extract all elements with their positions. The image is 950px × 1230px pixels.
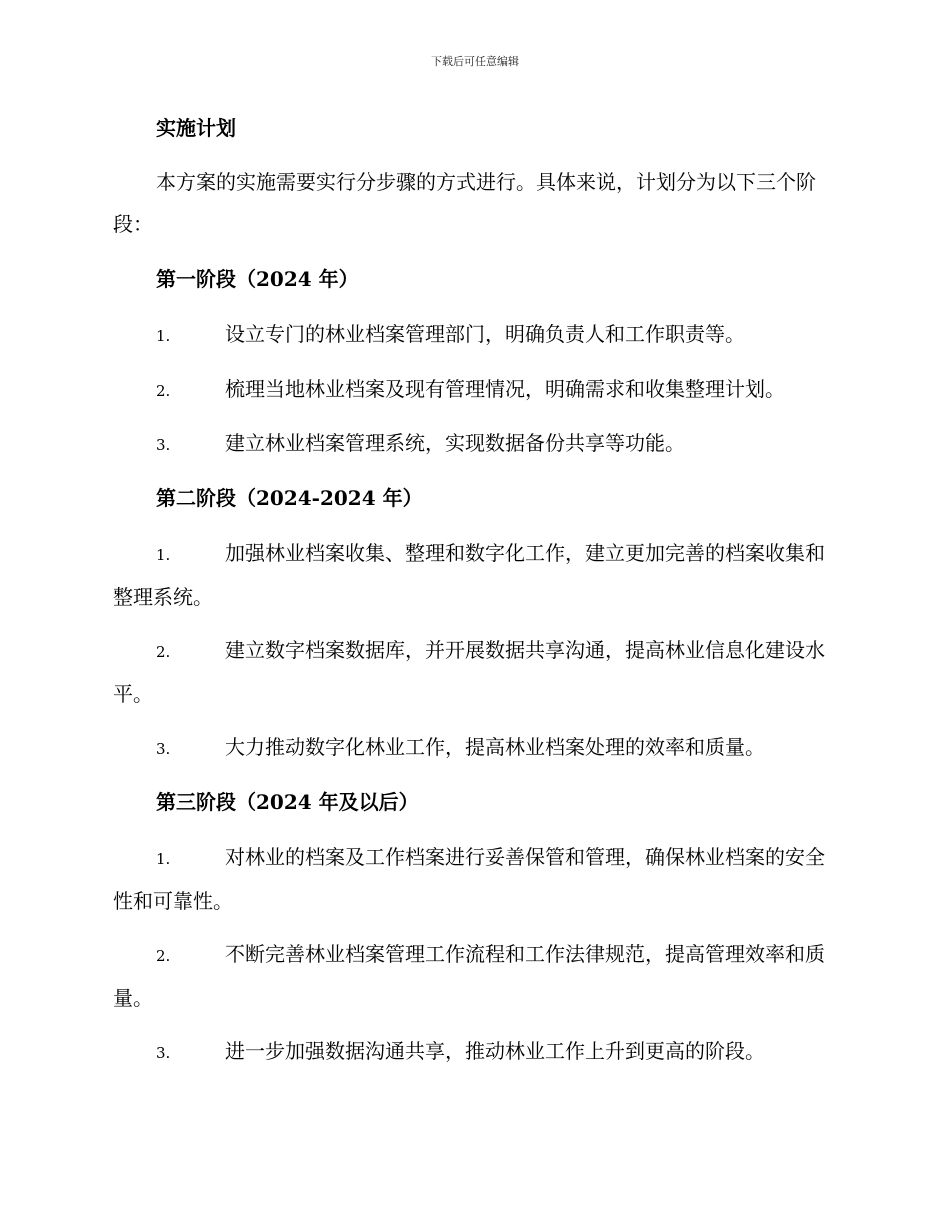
list-item-text: 梳理当地林业档案及现有管理情况，明确需求和收集整理计划。 [225,377,785,401]
phase-1-item-2 [113,368,833,412]
list-number: 3. [156,740,171,758]
intro-paragraph: 本方案的实施需要实行分步骤的方式进行。具体来说，计划分为以下三个阶段： [113,170,816,236]
page-header: 下载后可任意编辑 [431,55,519,68]
list-item-text: 加强林业档案收集、整理和数字化工作，建立更加完善的档案收集和整理系统。 [113,541,825,609]
phase-3-item-3 [113,1030,833,1074]
phase-3-item-1 [113,836,833,922]
list-number: 1. [156,850,171,868]
phase-3-title: 第三阶段（2024 年及以后） [156,790,419,814]
phase-3-item-2 [113,933,833,1019]
list-item-text: 建立数字档案数据库，并开展数据共享沟通，提高林业信息化建设水平。 [113,638,825,706]
list-item-text: 对林业的档案及工作档案进行妥善保管和管理，确保林业档案的安全性和可靠性。 [113,845,825,913]
phase-2-item-1 [113,532,833,618]
list-number: 3. [156,436,171,454]
list-number: 1. [156,327,171,345]
list-item-text: 设立专门的林业档案管理部门，明确负责人和工作职责等。 [225,322,745,346]
list-item-text: 建立林业档案管理系统，实现数据备份共享等功能。 [225,431,685,455]
phase-2-item-2 [113,629,833,715]
phase-1-item-1 [113,313,833,357]
list-item-text: 进一步加强数据沟通共享，推动林业工作上升到更高的阶段。 [225,1039,765,1063]
phase-1-item-3 [113,422,833,466]
list-number: 2. [156,382,171,400]
section-title: 实施计划 [156,116,236,140]
list-item-text: 大力推动数字化林业工作，提高林业档案处理的效率和质量。 [225,735,765,759]
phase-1-title: 第一阶段（2024 年） [156,267,359,291]
list-item-text: 不断完善林业档案管理工作流程和工作法律规范，提高管理效率和质量。 [113,942,825,1010]
phase-2-item-3 [113,726,833,770]
list-number: 2. [156,947,171,965]
phase-2-title: 第二阶段（2024-2024 年） [156,486,423,510]
list-number: 3. [156,1044,171,1062]
list-number: 2. [156,643,171,661]
list-number: 1. [156,546,171,564]
